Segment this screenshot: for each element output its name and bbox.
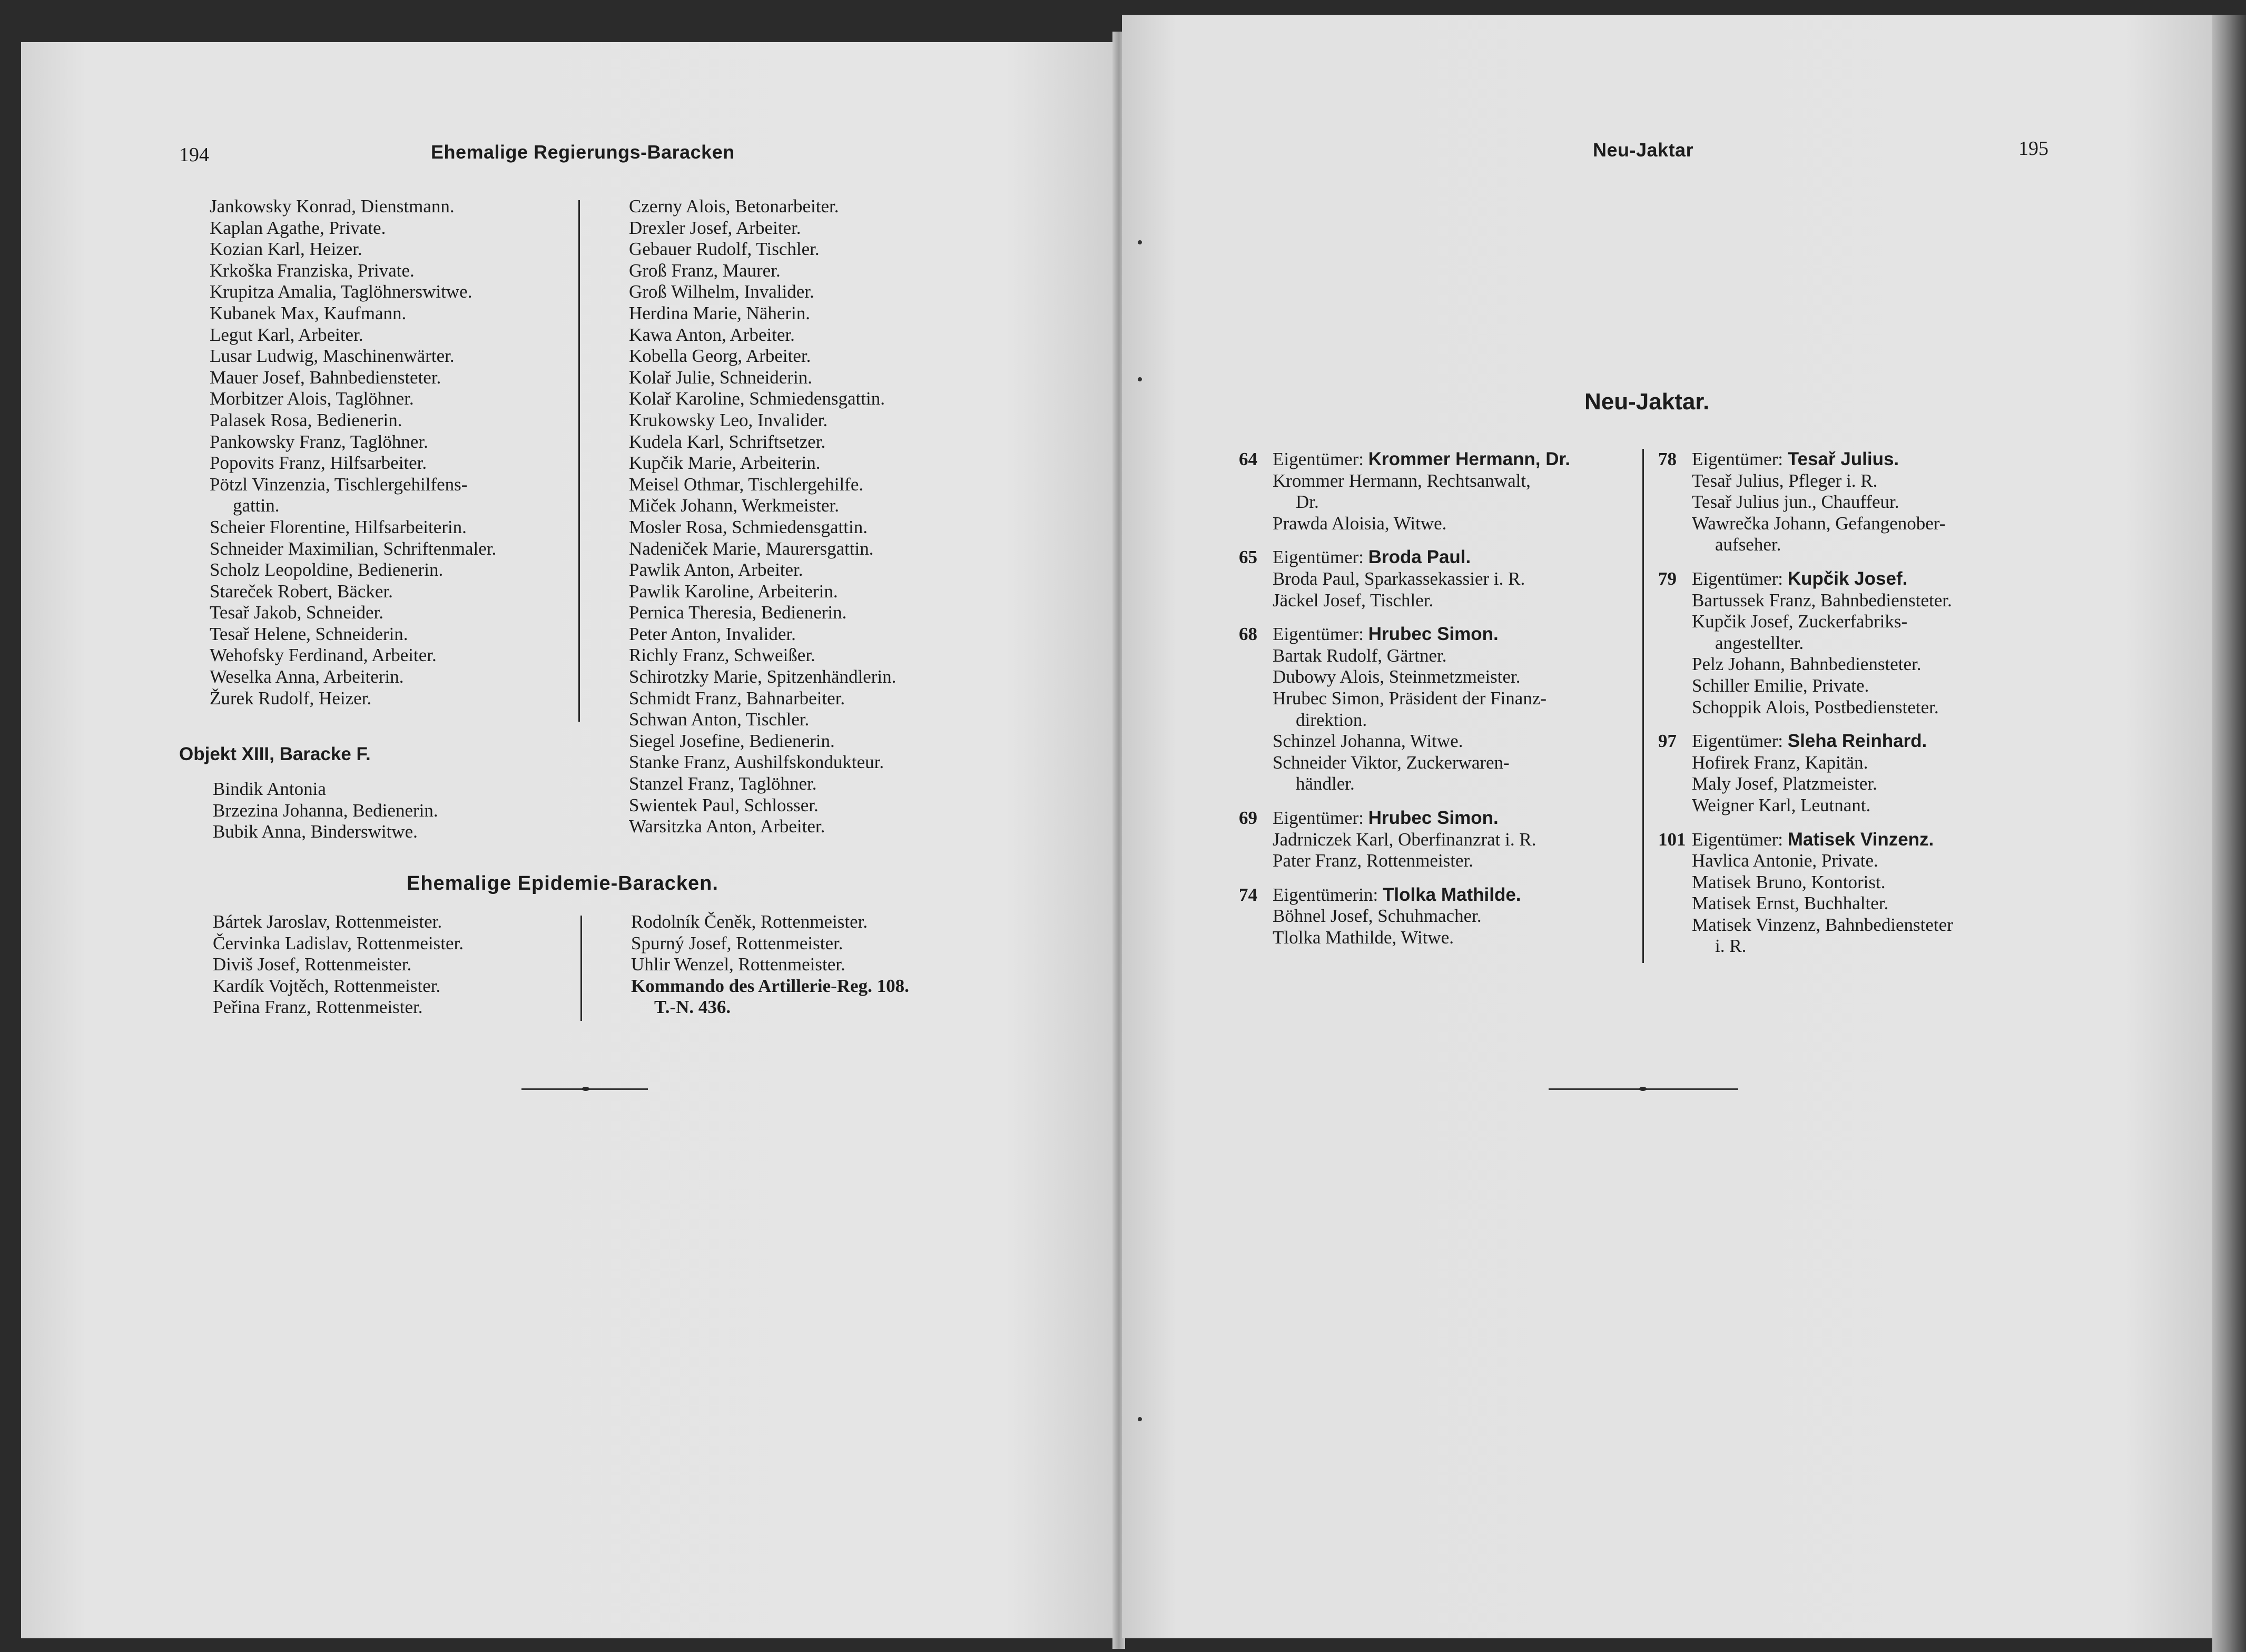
owner-label: Eigentümerin: bbox=[1273, 884, 1378, 905]
list-line: Stanke Franz, Aushilfskondukteur. bbox=[629, 752, 884, 773]
property-entry bbox=[1239, 547, 1570, 611]
resident-line: aufseher. bbox=[1715, 534, 1781, 555]
entry-heading bbox=[1658, 449, 1953, 470]
list-line: Bubik Anna, Binderswitwe. bbox=[213, 821, 418, 842]
resident-line: Tlolka Mathilde, Witwe. bbox=[1273, 927, 1454, 948]
owner-label: Eigentümer: bbox=[1692, 731, 1784, 752]
entry-heading bbox=[1239, 808, 1570, 829]
page-edge bbox=[2212, 15, 2246, 1652]
list-line: Kudela Karl, Schriftsetzer. bbox=[629, 431, 826, 452]
house-number: 64 bbox=[1239, 449, 1257, 469]
list-line: Kaplan Agathe, Private. bbox=[210, 217, 386, 238]
list-line: Meisel Othmar, Tischlergehilfe. bbox=[629, 474, 864, 495]
right-column-1 bbox=[1239, 449, 1570, 961]
owner-label: Eigentümer: bbox=[1692, 829, 1784, 850]
list-line: Scheier Florentine, Hilfsarbeiterin. bbox=[210, 516, 467, 537]
owner-label: Eigentümer: bbox=[1273, 547, 1364, 568]
list-line: Herdina Marie, Näherin. bbox=[629, 302, 811, 323]
entry-heading bbox=[1239, 884, 1570, 906]
list-line: Kolař Julie, Schneiderin. bbox=[629, 367, 812, 388]
list-line: Legut Karl, Arbeiter. bbox=[210, 324, 363, 345]
list-line: Drexler Josef, Arbeiter. bbox=[629, 217, 801, 238]
list-line: Kupčik Marie, Arbeiterin. bbox=[629, 453, 821, 474]
list-line: Tesař Jakob, Schneider. bbox=[210, 602, 383, 623]
house-number: 65 bbox=[1239, 547, 1257, 568]
owner-name: Sleha Reinhard. bbox=[1787, 731, 1927, 752]
resident-line: Dubowy Alois, Steinmetzmeister. bbox=[1273, 666, 1521, 687]
list-line: Warsitzka Anton, Arbeiter. bbox=[629, 816, 825, 837]
resident-line: Schneider Viktor, Zuckerwaren- bbox=[1273, 752, 1510, 773]
resident-line: Weigner Karl, Leutnant. bbox=[1692, 794, 1871, 815]
owner-label: Eigentümer: bbox=[1692, 449, 1784, 469]
list-line: Kommando des Artillerie-Reg. 108. bbox=[631, 975, 909, 996]
owner-name: Tlolka Mathilde. bbox=[1382, 884, 1521, 905]
right-column-2 bbox=[1658, 449, 1953, 970]
section-heading: Ehemalige Epidemie-Baracken. bbox=[407, 872, 718, 894]
list-line: Pernica Theresia, Bedienerin. bbox=[629, 602, 847, 623]
house-number: 101 bbox=[1658, 829, 1686, 850]
end-ornament-dot bbox=[582, 1087, 589, 1091]
owner-name: Tesař Julius. bbox=[1787, 449, 1899, 469]
list-line: Kolař Karoline, Schmiedensgattin. bbox=[629, 388, 885, 409]
list-line: Brzezina Johanna, Bedienerin. bbox=[213, 800, 438, 821]
property-entry bbox=[1239, 884, 1570, 949]
list-line: Schmidt Franz, Bahnarbeiter. bbox=[629, 687, 845, 709]
owner-name: Kupčik Josef. bbox=[1787, 568, 1908, 589]
resident-line: Böhnel Josef, Schuhmacher. bbox=[1273, 906, 1482, 927]
list-line: Spurný Josef, Rottenmeister. bbox=[631, 932, 843, 953]
owner-name: Hrubec Simon. bbox=[1368, 624, 1499, 645]
list-line: Diviš Josef, Rottenmeister. bbox=[213, 954, 412, 975]
owner-label: Eigentümer: bbox=[1273, 807, 1364, 828]
list-line: Tesař Helene, Schneiderin. bbox=[210, 623, 408, 644]
list-line: Groß Wilhelm, Invalider. bbox=[629, 281, 814, 302]
list-line: Krkoška Franziska, Private. bbox=[210, 260, 415, 281]
house-number: 78 bbox=[1658, 449, 1677, 469]
owner-label: Eigentümer: bbox=[1692, 568, 1784, 589]
list-line: Bártek Jaroslav, Rottenmeister. bbox=[213, 911, 442, 932]
entry-heading bbox=[1658, 829, 1953, 851]
list-line: Pötzl Vinzenzia, Tischlergehilfens- bbox=[210, 474, 468, 495]
owner-name: Broda Paul. bbox=[1368, 547, 1471, 568]
list-line: Richly Franz, Schweißer. bbox=[629, 645, 815, 666]
resident-line: Kupčik Josef, Zuckerfabriks- bbox=[1692, 611, 1908, 632]
resident-line: Jäckel Josef, Tischler. bbox=[1273, 589, 1434, 611]
resident-line: Havlica Antonie, Private. bbox=[1692, 850, 1878, 871]
list-line: Žurek Rudolf, Heizer. bbox=[210, 687, 372, 709]
resident-line: Prawda Aloisia, Witwe. bbox=[1273, 513, 1447, 534]
left-page-number: 194 bbox=[179, 144, 209, 166]
house-number: 69 bbox=[1239, 807, 1257, 828]
property-entry bbox=[1658, 449, 1953, 556]
list-line: Kubanek Max, Kaufmann. bbox=[210, 302, 407, 323]
house-number: 79 bbox=[1658, 568, 1677, 589]
list-line: Pankowsky Franz, Taglöhner. bbox=[210, 431, 428, 452]
list-line: Weselka Anna, Arbeiterin. bbox=[210, 666, 404, 687]
property-entry bbox=[1658, 829, 1953, 958]
entry-heading bbox=[1239, 547, 1570, 568]
owner-label: Eigentümer: bbox=[1273, 624, 1364, 645]
left-page bbox=[21, 42, 1116, 1638]
list-line: Mauer Josef, Bahnbediensteter. bbox=[210, 367, 441, 388]
resident-line: Broda Paul, Sparkassekassier i. R. bbox=[1273, 568, 1525, 589]
left-running-head: Ehemalige Regierungs-Baracken bbox=[431, 141, 735, 163]
resident-line: Schoppik Alois, Postbediensteter. bbox=[1692, 696, 1939, 717]
list-line: Kobella Georg, Arbeiter. bbox=[629, 346, 811, 367]
list-line: Pawlik Karoline, Arbeiterin. bbox=[629, 581, 838, 602]
resident-line: Dr. bbox=[1296, 491, 1319, 513]
list-line: Krupitza Amalia, Taglöhnerswitwe. bbox=[210, 281, 472, 302]
list-line: Scholz Leopoldine, Bedienerin. bbox=[210, 559, 444, 581]
epidemie-column-1 bbox=[213, 911, 464, 1018]
resident-line: Wawrečka Johann, Gefangenober- bbox=[1692, 513, 1946, 534]
list-line: Popovits Franz, Hilfsarbeiter. bbox=[210, 453, 427, 474]
resident-line: Pelz Johann, Bahnbediensteter. bbox=[1692, 654, 1922, 675]
resident-line: Pater Franz, Rottenmeister. bbox=[1273, 850, 1474, 871]
resident-line: Matisek Vinzenz, Bahnbediensteter bbox=[1692, 914, 1953, 935]
list-line: Kozian Karl, Heizer. bbox=[210, 239, 362, 260]
property-entry bbox=[1239, 808, 1570, 872]
right-end-ornament-dot bbox=[1639, 1087, 1647, 1091]
list-line: Wehofsky Ferdinand, Arbeiter. bbox=[210, 645, 437, 666]
list-line: Kawa Anton, Arbeiter. bbox=[629, 324, 795, 345]
list-line: gattin. bbox=[233, 495, 280, 516]
property-entry bbox=[1239, 449, 1570, 534]
property-entry bbox=[1658, 731, 1953, 816]
right-page-number: 195 bbox=[2018, 137, 2048, 160]
right-running-head: Neu-Jaktar bbox=[1593, 139, 1694, 161]
objekt-list bbox=[213, 779, 438, 843]
resident-line: angestellter. bbox=[1715, 632, 1804, 653]
list-line: Stareček Robert, Bäcker. bbox=[210, 581, 393, 602]
resident-line: Tesař Julius jun., Chauffeur. bbox=[1692, 491, 1899, 513]
list-line: Schneider Maximilian, Schriftenmaler. bbox=[210, 538, 497, 559]
resident-line: Jadrniczek Karl, Oberfinanzrat i. R. bbox=[1273, 829, 1536, 850]
list-line: Krukowsky Leo, Invalider. bbox=[629, 409, 828, 430]
list-line: Pawlik Anton, Arbeiter. bbox=[629, 559, 803, 581]
section-title: Neu-Jaktar. bbox=[1584, 389, 1710, 415]
resident-line: Krommer Hermann, Rechtsanwalt, bbox=[1273, 470, 1531, 491]
resident-line: direktion. bbox=[1296, 709, 1367, 730]
entry-heading bbox=[1239, 624, 1570, 645]
list-line: Palasek Rosa, Bedienerin. bbox=[210, 409, 402, 430]
list-line: Czerny Alois, Betonarbeiter. bbox=[629, 196, 839, 217]
list-line: Kardík Vojtěch, Rottenmeister. bbox=[213, 975, 441, 996]
owner-name: Hrubec Simon. bbox=[1368, 807, 1499, 828]
list-line: Uhlir Wenzel, Rottenmeister. bbox=[631, 954, 845, 975]
right-column-divider bbox=[1642, 449, 1644, 963]
list-line: Stanzel Franz, Taglöhner. bbox=[629, 773, 817, 794]
resident-line: Hofirek Franz, Kapitän. bbox=[1692, 752, 1868, 773]
house-number: 68 bbox=[1239, 624, 1257, 645]
list-line: Jankowsky Konrad, Dienstmann. bbox=[210, 196, 455, 217]
list-line: Mosler Rosa, Schmiedensgattin. bbox=[629, 516, 868, 537]
list-line: Peter Anton, Invalider. bbox=[629, 623, 796, 644]
entry-heading bbox=[1658, 731, 1953, 752]
list-line: Rodolník Čeněk, Rottenmeister. bbox=[631, 911, 868, 932]
house-number: 97 bbox=[1658, 731, 1677, 752]
margin-mark bbox=[1138, 240, 1142, 244]
margin-mark bbox=[1138, 1417, 1142, 1421]
list-line: Miček Johann, Werkmeister. bbox=[629, 495, 839, 516]
list-line: Swientek Paul, Schlosser. bbox=[629, 794, 819, 815]
property-entry bbox=[1658, 568, 1953, 718]
left-column-1 bbox=[210, 196, 496, 709]
property-entry bbox=[1239, 624, 1570, 795]
list-line: Siegel Josefine, Bedienerin. bbox=[629, 730, 835, 751]
left-column-2 bbox=[629, 196, 896, 838]
list-line: Morbitzer Alois, Taglöhner. bbox=[210, 388, 414, 409]
owner-name: Matisek Vinzenz. bbox=[1787, 829, 1934, 850]
resident-line: Bartak Rudolf, Gärtner. bbox=[1273, 645, 1447, 666]
resident-line: Tesař Julius, Pfleger i. R. bbox=[1692, 470, 1878, 491]
resident-line: Schinzel Johanna, Witwe. bbox=[1273, 731, 1463, 752]
list-line: Schirotzky Marie, Spitzenhändlerin. bbox=[629, 666, 897, 687]
margin-mark bbox=[1138, 377, 1142, 381]
list-line: Nadeniček Marie, Maurersgattin. bbox=[629, 538, 874, 559]
resident-line: Bartussek Franz, Bahnbediensteter. bbox=[1692, 589, 1952, 611]
resident-line: Schiller Emilie, Private. bbox=[1692, 675, 1869, 696]
list-line: Lusar Ludwig, Maschinenwärter. bbox=[210, 346, 455, 367]
list-line: T.-N. 436. bbox=[654, 997, 731, 1018]
list-line: Peřina Franz, Rottenmeister. bbox=[213, 997, 423, 1018]
owner-name: Krommer Hermann, Dr. bbox=[1368, 449, 1570, 469]
list-line: Bindik Antonia bbox=[213, 779, 326, 799]
epidemie-column-divider bbox=[580, 916, 582, 1021]
list-line: Groß Franz, Maurer. bbox=[629, 260, 781, 281]
list-line: Schwan Anton, Tischler. bbox=[629, 709, 810, 730]
list-line: Červinka Ladislav, Rottenmeister. bbox=[213, 932, 464, 953]
house-number: 74 bbox=[1239, 884, 1257, 905]
resident-line: Hrubec Simon, Präsident der Finanz- bbox=[1273, 687, 1547, 709]
owner-label: Eigentümer: bbox=[1273, 449, 1364, 469]
resident-line: händler. bbox=[1296, 773, 1355, 794]
objekt-heading: Objekt XIII, Baracke F. bbox=[179, 744, 371, 764]
entry-heading bbox=[1239, 449, 1570, 470]
resident-line: Matisek Ernst, Buchhalter. bbox=[1692, 893, 1889, 914]
epidemie-column-2 bbox=[631, 911, 909, 1018]
entry-heading bbox=[1658, 568, 1953, 590]
resident-line: i. R. bbox=[1715, 936, 1747, 957]
resident-line: Maly Josef, Platzmeister. bbox=[1692, 773, 1877, 794]
resident-line: Matisek Bruno, Kontorist. bbox=[1692, 871, 1886, 892]
list-line: Gebauer Rudolf, Tischler. bbox=[629, 239, 820, 260]
column-divider bbox=[578, 200, 580, 722]
